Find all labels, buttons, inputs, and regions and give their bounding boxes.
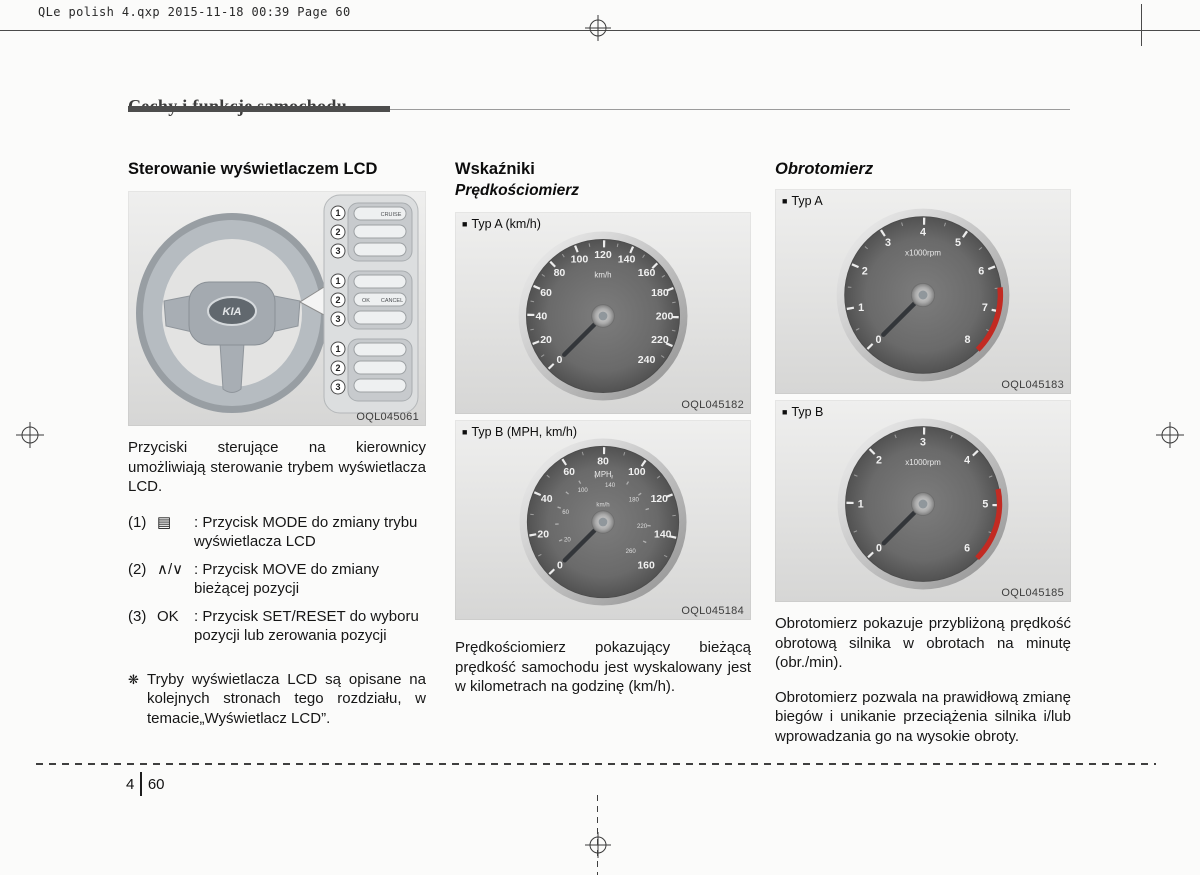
gauge-label: 240 — [637, 354, 656, 367]
button-set-3 — [354, 379, 406, 392]
gauge-label: 1 — [857, 498, 864, 511]
gauges-heading: Wskaźniki — [455, 160, 535, 178]
ok-button-label: OK — [362, 298, 370, 304]
tachometer-paragraph-1: Obrotomierz pokazuje przybliżoną prędkość obrotową silnika w obrotach na minutę (obr./min). — [775, 615, 1071, 671]
section-tachometer — [775, 160, 1071, 761]
gauge-label: 4 — [964, 454, 971, 467]
gauge-label: 140 — [654, 529, 672, 541]
speedometer-typ-a-gauge — [515, 228, 691, 404]
item-number: (1) — [128, 513, 147, 531]
registration-mark-right — [1156, 422, 1184, 448]
footer-dashed-rule — [36, 763, 1156, 765]
button-mode-2 — [354, 275, 406, 288]
figure-type-text: Typ B — [791, 405, 824, 419]
crop-mark-bottom-dash — [597, 795, 598, 875]
page-footer — [126, 772, 165, 796]
figure-code: OQL045185 — [1001, 587, 1064, 599]
figure-code: OQL045184 — [681, 605, 744, 617]
gauge-hub-cap — [919, 291, 928, 300]
gauge-label: 20 — [540, 334, 552, 347]
gauge-label: 0 — [875, 334, 882, 347]
chapter-title-bar — [128, 106, 390, 112]
gauge-label: 220 — [651, 334, 669, 347]
gauge-label: 2 — [875, 454, 882, 467]
gauge-container — [775, 189, 1071, 410]
gauge-label: 200 — [655, 310, 674, 323]
kia-logo-text: KIA — [222, 306, 242, 318]
ok-label: OK — [157, 607, 179, 625]
gauge-label: 8 — [964, 334, 971, 347]
lcd-note — [128, 670, 426, 729]
figure-speedometer-typ-b — [455, 420, 751, 620]
gauge-container — [775, 400, 1071, 617]
gauge-label: 7 — [981, 301, 988, 314]
registration-mark-left — [16, 422, 44, 448]
gauge-unit: km/h — [594, 270, 612, 280]
inner-gauge-label: 140 — [604, 482, 616, 490]
gauge-label: 60 — [563, 466, 575, 478]
crop-mark-top-right — [1141, 4, 1142, 46]
list-item-move — [128, 560, 426, 599]
lcd-buttons-list — [128, 513, 426, 646]
inner-gauge-label: 20 — [563, 536, 571, 544]
gauge-label: 6 — [964, 542, 971, 555]
print-header: QLe polish 4.qxp 2015-11-18 00:39 Page 60 — [38, 5, 351, 19]
list-item-mode — [128, 513, 426, 552]
item-text: : Przycisk SET/RESET do wyboru pozycji lub zerowania pozycji — [194, 607, 419, 644]
speedometer-typ-b-gauge — [516, 435, 690, 609]
callout-number: 2 — [335, 227, 341, 237]
note-text: Tryby wyświetlacza LCD są opisane na kolejnych stronach tego rozdziału, w temacie„Wyświetlacz LCD”. — [147, 670, 426, 728]
cancel-button-label: CANCEL — [380, 298, 404, 304]
cruise-button-label: CRUISE — [380, 212, 402, 218]
gauge-unit: MPH — [594, 469, 612, 479]
figure-tachometer-typ-b — [775, 400, 1071, 602]
speedometer-heading: Prędkościomierz — [455, 182, 580, 199]
registration-mark-top-center — [585, 15, 611, 41]
figure-tachometer-typ-a — [775, 189, 1071, 394]
figure-type-label — [462, 425, 577, 439]
registration-mark-bottom-center — [585, 832, 611, 858]
gauge-label: 120 — [594, 248, 612, 261]
section-gauges — [455, 160, 751, 712]
gauge-label: 100 — [628, 466, 646, 478]
tachometer-typ-b-gauge — [834, 415, 1012, 593]
tachometer-paragraph-2: Obrotomierz pozwala na prawidłową zmianę biegów i unikanie przeciążenia silnika i/lub wprowadzania go na wysokie obroty. — [775, 688, 1071, 745]
button-mode-3 — [354, 343, 406, 356]
callout-number: 2 — [335, 363, 341, 373]
callout-number: 1 — [335, 208, 341, 218]
tachometer-typ-a-gauge — [833, 205, 1013, 385]
item-number: (3) — [128, 607, 147, 625]
gauge-label: 60 — [540, 286, 552, 299]
gauge-label: 160 — [637, 560, 655, 572]
inner-gauge-label: 60 — [562, 508, 569, 516]
figure-steering-wheel — [128, 191, 426, 426]
gauge-label: 5 — [982, 498, 989, 511]
gauge-label: 100 — [570, 253, 589, 266]
figure-code: OQL045183 — [1001, 379, 1064, 391]
mode-display-icon: ▤ — [157, 513, 172, 531]
gauge-label: 5 — [955, 237, 962, 250]
item-text: : Przycisk MODE do zmiany trybu wyświetlacza LCD — [194, 513, 418, 550]
tachometer-heading: Obrotomierz — [775, 160, 874, 178]
item-number: (2) — [128, 560, 147, 578]
square-bullet-icon: ■ — [462, 219, 468, 229]
callout-number: 2 — [335, 295, 341, 305]
button-set-2 — [354, 311, 406, 324]
gauge-label: 180 — [651, 286, 669, 299]
inner-gauge-label: 220 — [636, 522, 648, 530]
gauge-label: 4 — [920, 226, 926, 239]
square-bullet-icon: ■ — [462, 427, 468, 437]
gauge-label: 120 — [650, 494, 668, 506]
figure-type-label — [462, 217, 541, 231]
gauge-label: 40 — [535, 310, 548, 323]
figure-code: OQL045182 — [681, 399, 744, 411]
gauge-label: 0 — [875, 542, 882, 555]
button-move-3 — [354, 361, 406, 374]
inner-gauge-label: 100 — [577, 486, 588, 494]
gauge-label: 80 — [553, 266, 566, 279]
gauge-label: 3 — [884, 237, 891, 250]
gauge-hub-cap — [919, 500, 928, 509]
callout-number: 1 — [335, 276, 341, 286]
gauge-unit: x1000rpm — [905, 248, 941, 258]
figure-type-text: Typ A (km/h) — [471, 217, 541, 231]
gauge-label: 20 — [537, 529, 550, 541]
button-set-1 — [354, 243, 406, 256]
button-move-1 — [354, 225, 406, 238]
square-bullet-icon: ■ — [782, 196, 788, 206]
callout-number: 3 — [335, 246, 341, 256]
gauge-hub-cap — [599, 518, 608, 527]
asterisk-icon: ❋ — [128, 671, 139, 687]
gauge-label: 0 — [556, 354, 563, 367]
gauge-label: 1 — [858, 301, 865, 314]
figure-speedometer-typ-a — [455, 212, 751, 414]
list-item-ok — [128, 607, 426, 646]
gauge-label: 2 — [861, 265, 868, 278]
gauge-label: 40 — [540, 494, 553, 506]
gauge-container — [455, 212, 751, 430]
inner-gauge-unit: km/h — [596, 501, 610, 509]
figure-code: OQL045061 — [356, 411, 419, 423]
page-number: 60 — [147, 775, 165, 793]
square-bullet-icon: ■ — [782, 407, 788, 417]
figure-type-text: Typ B (MPH, km/h) — [471, 425, 578, 439]
gauge-unit: x1000rpm — [905, 457, 941, 467]
callout-number: 3 — [335, 314, 341, 324]
chapter-number: 4 — [126, 775, 135, 793]
steering-wheel-illustration — [128, 191, 426, 426]
gauge-label: 6 — [978, 265, 985, 278]
gauge-label: 3 — [920, 436, 926, 449]
inner-gauge-label: 180 — [628, 496, 639, 504]
figure-type-text: Typ A — [791, 194, 823, 208]
figure-type-label — [782, 194, 823, 208]
speedometer-paragraph: Prędkościomierz pokazujący bieżącą prędkość samochodu jest wyskalowany jest w kilometrach na godzinę (km/h). — [455, 639, 751, 695]
gauge-label: 80 — [597, 456, 609, 468]
gauge-label: 0 — [557, 560, 563, 572]
lcd-control-heading: Sterowanie wyświetlaczem LCD — [128, 160, 378, 178]
item-text: : Przycisk MOVE do zmiany bieżącej pozycji — [194, 560, 380, 597]
inner-gauge-label: 260 — [625, 548, 636, 556]
move-up-down-icon: ∧/∨ — [157, 560, 184, 578]
figure-type-label — [782, 405, 823, 419]
gauge-container — [455, 420, 751, 635]
section-lcd-control — [128, 160, 426, 729]
lcd-intro-paragraph: Przyciski sterujące na kierownicy umożliwiają sterowanie trybem wyświetlacza LCD. — [128, 439, 426, 495]
callout-number: 3 — [335, 382, 341, 392]
gauge-label: 140 — [617, 253, 636, 266]
footer-divider — [140, 772, 142, 796]
gauge-label: 160 — [637, 266, 656, 279]
callout-number: 1 — [335, 344, 341, 354]
wheel-spoke-bottom — [220, 343, 244, 393]
gauge-hub-cap — [599, 312, 608, 321]
